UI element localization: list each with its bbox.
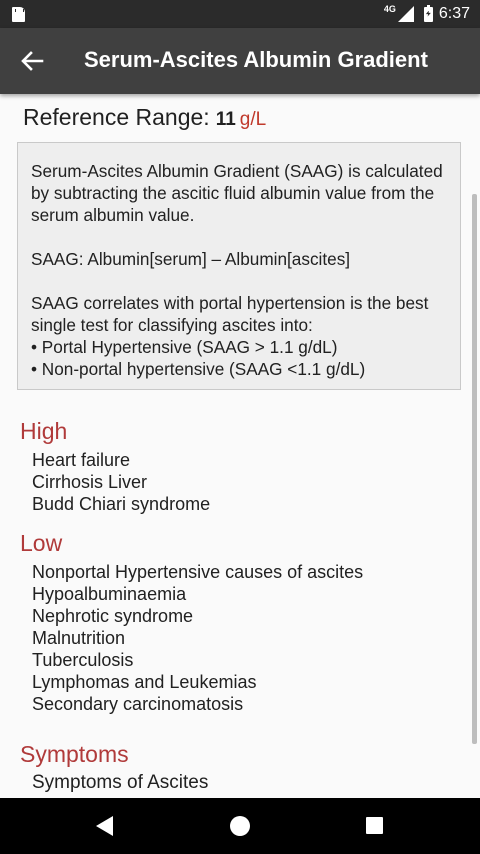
back-arrow-icon[interactable]	[16, 45, 48, 77]
clock: 6:37	[438, 5, 470, 22]
status-bar	[0, 0, 480, 28]
low-list	[32, 561, 363, 715]
high-list	[32, 449, 210, 515]
classification-item: • Non-portal hypertensive (SAAG <1.1 g/dL)	[31, 359, 366, 379]
reference-value: 11	[215, 109, 236, 130]
classification-paragraph	[31, 292, 447, 380]
list-item: Malnutrition	[32, 628, 126, 648]
reference-label: Reference Range:	[23, 104, 210, 130]
network-type: 4G	[383, 4, 396, 14]
symptoms-list	[32, 772, 208, 794]
status-icons	[384, 4, 470, 24]
list-item: Nephrotic syndrome	[32, 606, 194, 626]
list-item: Tuberculosis	[32, 650, 134, 670]
reference-unit: g/L	[239, 109, 267, 130]
page-title: Serum-Ascites Albumin Gradient	[84, 47, 428, 72]
app-bar	[0, 28, 480, 94]
list-item: Secondary carcinomatosis	[32, 694, 244, 714]
signal-icon	[398, 6, 414, 22]
navigation-bar	[0, 798, 480, 854]
classification-intro: SAAG correlates with portal hypertension is the best single test for classifying ascites into:	[31, 293, 429, 335]
section-heading-low: Low	[20, 530, 63, 556]
formula-paragraph: SAAG: Albumin[serum] – Albumin[ascites]	[31, 249, 351, 269]
list-item: Symptoms of Ascites	[32, 772, 209, 793]
list-item: Budd Chiari syndrome	[32, 494, 211, 514]
section-heading-high: High	[20, 418, 68, 444]
list-item: Nonportal Hypertensive causes of ascites	[32, 562, 364, 582]
scrollbar[interactable]	[472, 194, 477, 744]
battery-charging-icon	[424, 7, 433, 22]
classification-item: • Portal Hypertensive (SAAG > 1.1 g/dL)	[31, 337, 338, 357]
list-item: Hypoalbuminaemia	[32, 584, 187, 604]
nav-home-icon[interactable]	[230, 816, 250, 836]
nav-back-icon[interactable]	[96, 816, 113, 836]
nav-recents-icon[interactable]	[366, 817, 383, 834]
reference-range	[23, 104, 266, 131]
list-item: Cirrhosis Liver	[32, 472, 148, 492]
sd-card-icon	[12, 7, 25, 22]
section-heading-symptoms: Symptoms	[20, 741, 129, 767]
description-box	[17, 142, 461, 390]
content-scroll[interactable]	[0, 94, 480, 798]
description-paragraph: Serum-Ascites Albumin Gradient (SAAG) is calculated by subtracting the ascitic fluid albumin value from the serum albumin value.	[31, 161, 443, 225]
list-item: Lymphomas and Leukemias	[32, 672, 257, 692]
list-item: Heart failure	[32, 450, 131, 470]
